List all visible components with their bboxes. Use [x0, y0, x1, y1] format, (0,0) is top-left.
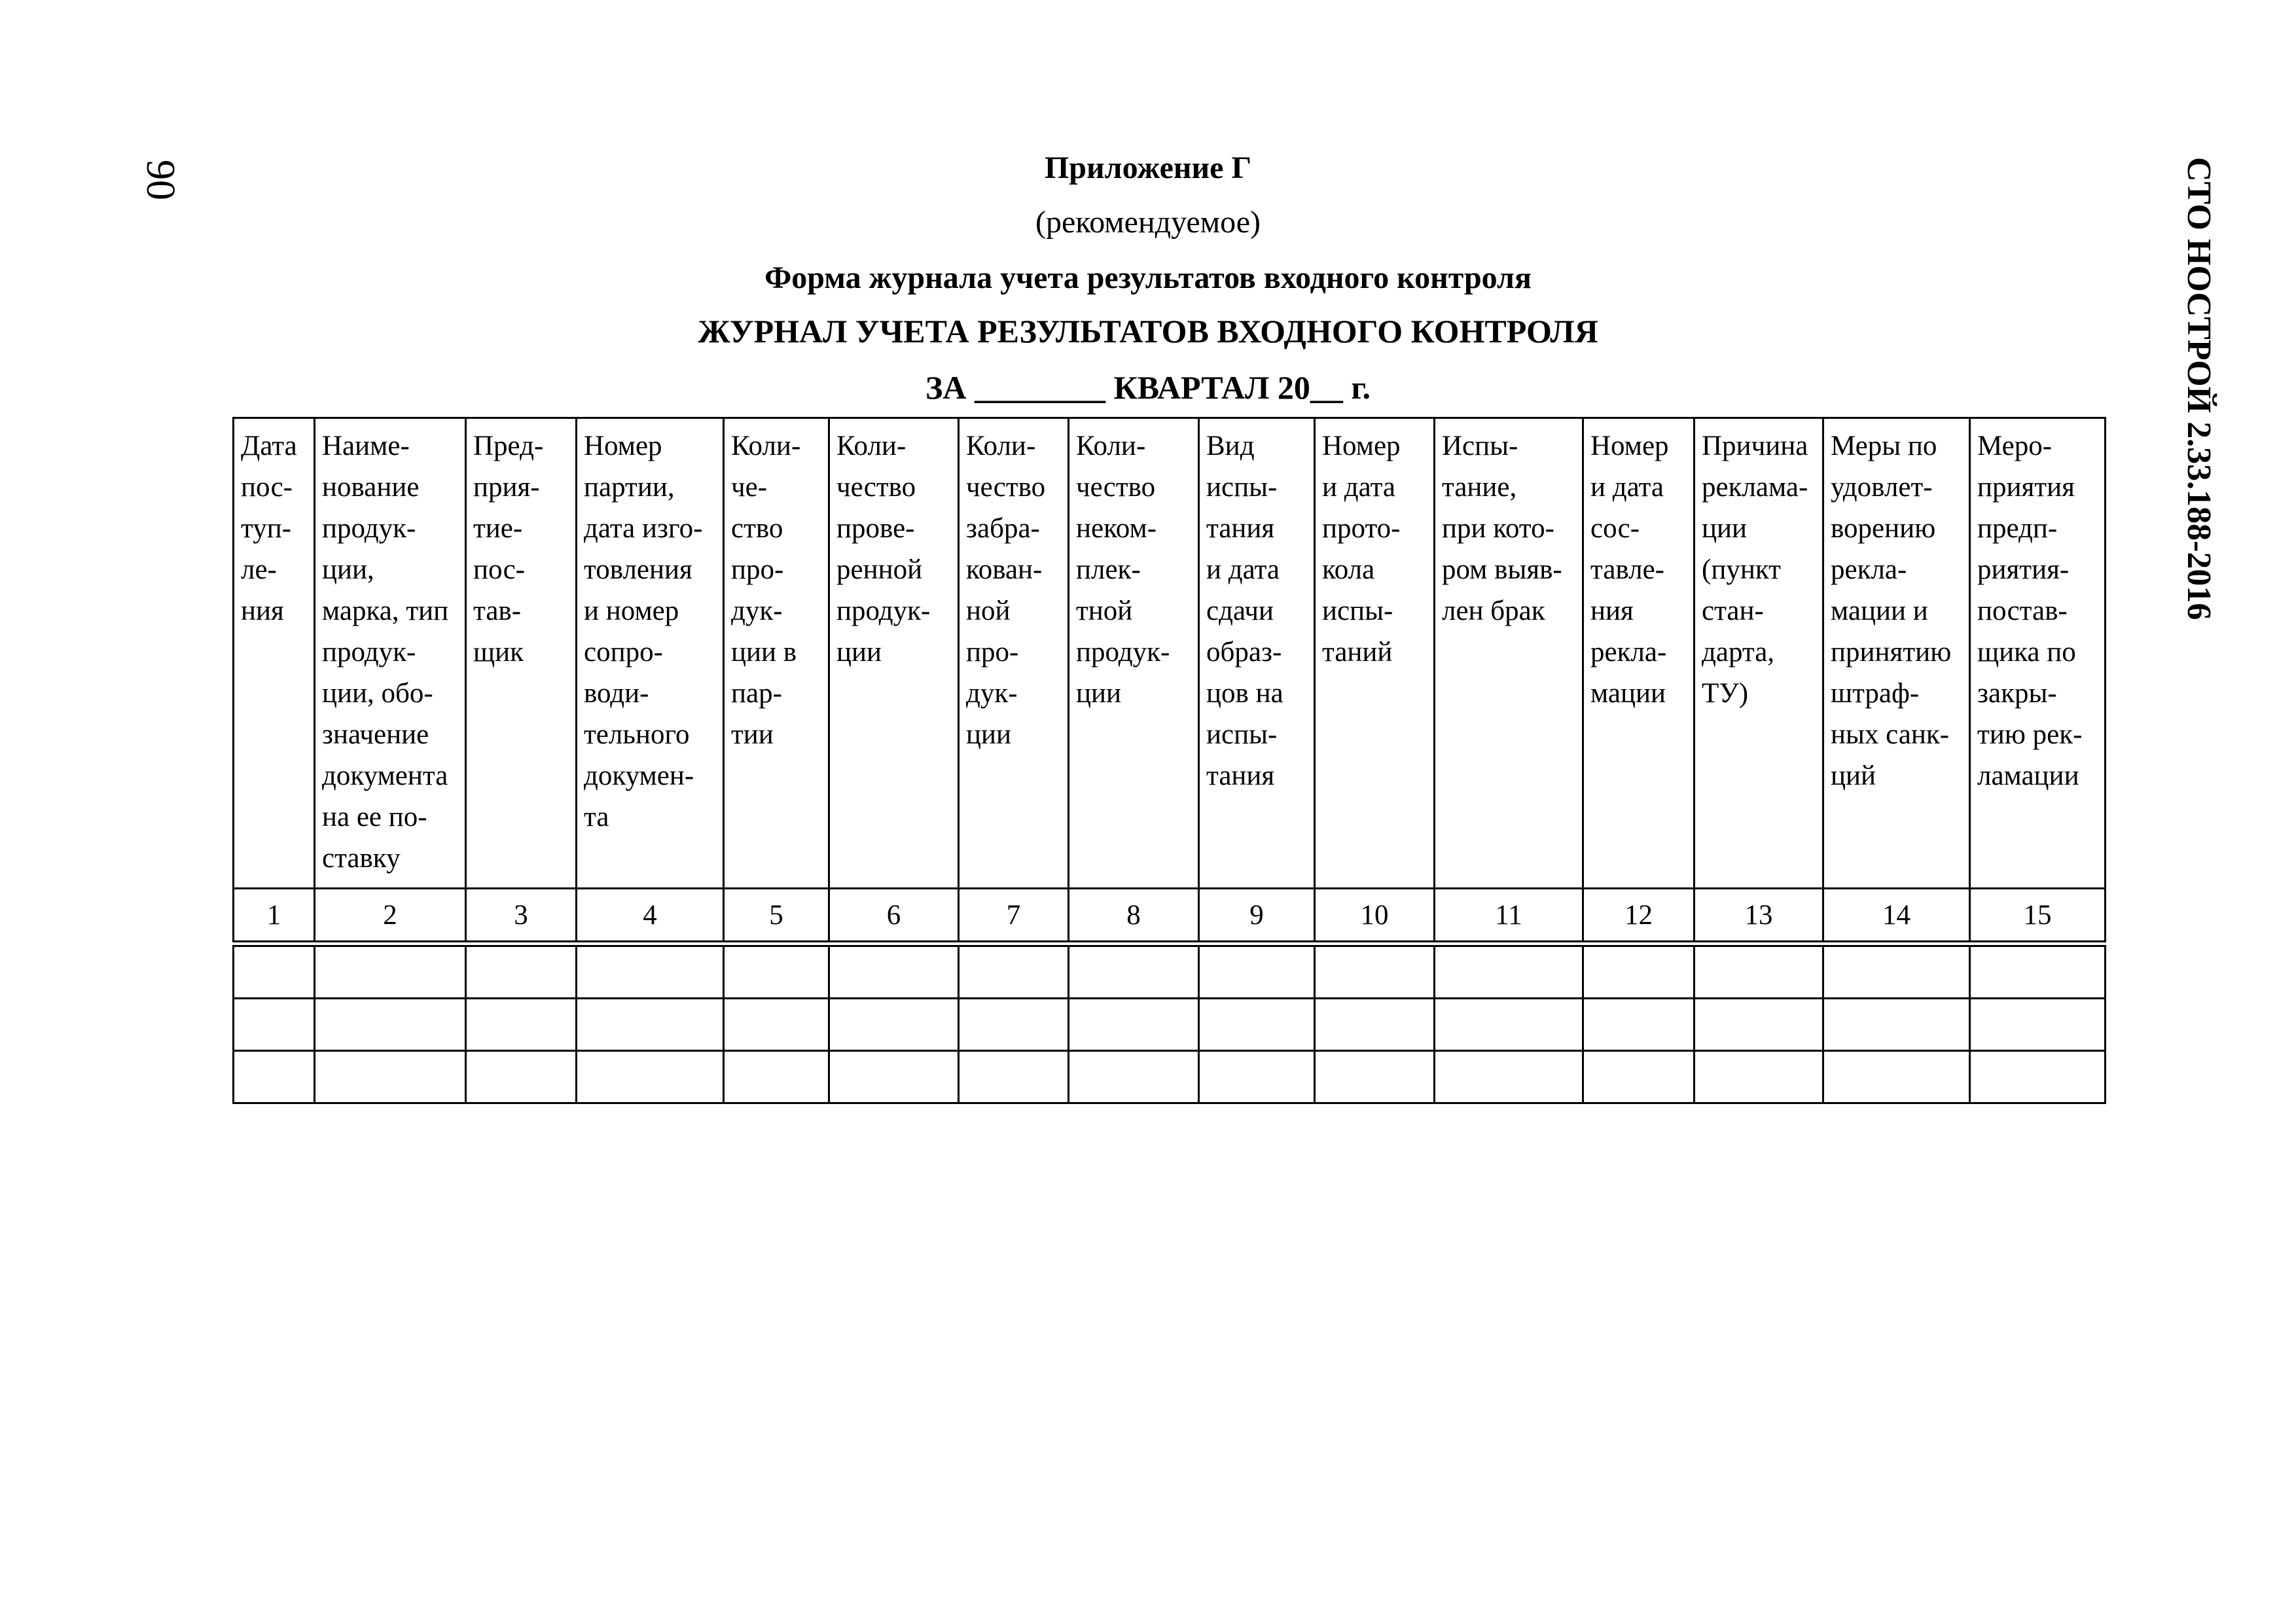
empty-entry-cell: [234, 944, 315, 999]
table-row: [234, 999, 2106, 1051]
empty-entry-cell: [829, 999, 959, 1051]
empty-entry-cell: [829, 944, 959, 999]
header-text: Коли- че- ство про- дук- ции в пар- тии: [731, 431, 801, 750]
header-cell: [959, 418, 1069, 889]
empty-entry-cell: [1069, 999, 1199, 1051]
empty-entry-cell: [1315, 944, 1435, 999]
empty-entry-cell: [234, 1051, 315, 1103]
empty-entry-cell: [1069, 1051, 1199, 1103]
empty-entry-cell: [466, 944, 577, 999]
empty-entry-cell: [1069, 944, 1199, 999]
empty-entry-cell: [315, 1051, 466, 1103]
document-code: СТО НОСТРОЙ 2.33.188-2016: [2180, 157, 2217, 620]
column-number: 10: [1315, 889, 1435, 944]
column-number: 11: [1435, 889, 1583, 944]
header-cell: [1435, 418, 1583, 889]
empty-entry-cell: [1435, 1051, 1583, 1103]
empty-entry-cell: [234, 999, 315, 1051]
table-row: [234, 944, 2106, 999]
empty-entry-cell: [724, 1051, 829, 1103]
header-cell: [829, 418, 959, 889]
header-cell: [466, 418, 577, 889]
empty-entry-cell: [1583, 1051, 1695, 1103]
header-cell: [315, 418, 466, 889]
header-cell: [577, 418, 724, 889]
header-cell: [1583, 418, 1695, 889]
header-cell: [1315, 418, 1435, 889]
empty-entry-cell: [959, 944, 1069, 999]
empty-entry-cell: [1970, 1051, 2106, 1103]
empty-entry-cell: [1823, 999, 1970, 1051]
table-row: [234, 1051, 2106, 1103]
header-text: Пред- прия- тие- пос- тав- щик: [473, 431, 544, 668]
header-text: Коли- чество прове- ренной продук- ции: [836, 431, 931, 668]
header-text: Номер партии, дата изго- товления и номер сопро- води- тельного докумен- та: [584, 431, 703, 832]
empty-entry-cell: [1435, 944, 1583, 999]
empty-entry-cell: [724, 944, 829, 999]
empty-entry-cell: [1823, 1051, 1970, 1103]
column-number: 8: [1069, 889, 1199, 944]
empty-entry-cell: [577, 999, 724, 1051]
column-number: 1: [234, 889, 315, 944]
header-text: Вид испы- тания и дата сдачи образ- цов на испы- тания: [1206, 431, 1283, 791]
column-number: 14: [1823, 889, 1970, 944]
empty-entry-cell: [1823, 944, 1970, 999]
column-number: 6: [829, 889, 959, 944]
header-text: Коли- чество забра- кован- ной про- дук- ции: [966, 431, 1046, 750]
journal-title: ЖУРНАЛ УЧЕТА РЕЗУЛЬТАТОВ ВХОДНОГО КОНТРОЛЯ: [698, 313, 1598, 349]
journal-data-rows: [234, 944, 2106, 1103]
empty-entry-cell: [1199, 944, 1315, 999]
header-cell: [1069, 418, 1199, 889]
column-number: 2: [315, 889, 466, 944]
empty-entry-cell: [1199, 1051, 1315, 1103]
empty-entry-cell: [1315, 999, 1435, 1051]
empty-entry-cell: [1583, 999, 1695, 1051]
column-number: 3: [466, 889, 577, 944]
empty-entry-cell: [1315, 1051, 1435, 1103]
empty-entry-cell: [1435, 999, 1583, 1051]
column-number: 13: [1695, 889, 1823, 944]
empty-entry-cell: [829, 1051, 959, 1103]
header-text: Испы- тание, при кото- ром выяв- лен брак: [1442, 431, 1562, 626]
empty-entry-cell: [1583, 944, 1695, 999]
form-title: Форма журнала учета результатов входного контроля: [764, 260, 1532, 295]
empty-entry-cell: [1695, 999, 1823, 1051]
header-cell: [1823, 418, 1970, 889]
column-number: 4: [577, 889, 724, 944]
header-text: Коли- чество неком- плек- тной продук- ции: [1076, 431, 1170, 709]
empty-entry-cell: [1970, 999, 2106, 1051]
header-cell: [234, 418, 315, 889]
header-text: Номер и дата прото- кола испы- таний: [1322, 431, 1401, 668]
empty-entry-cell: [466, 1051, 577, 1103]
empty-entry-cell: [577, 944, 724, 999]
journal-table: [232, 417, 2106, 1104]
column-number: 7: [959, 889, 1069, 944]
column-number: 5: [724, 889, 829, 944]
header-text: Дата пос- туп- ле- ния: [241, 431, 297, 626]
header-cell: [724, 418, 829, 889]
appendix-status: (рекомендуемое): [1035, 205, 1261, 240]
empty-entry-cell: [577, 1051, 724, 1103]
empty-entry-cell: [1695, 1051, 1823, 1103]
empty-entry-cell: [1199, 999, 1315, 1051]
empty-entry-cell: [315, 944, 466, 999]
empty-entry-cell: [315, 999, 466, 1051]
empty-entry-cell: [1970, 944, 2106, 999]
column-number: 9: [1199, 889, 1315, 944]
header-text: Наиме- нование продук- ции, марка, тип продук- ции, обо- значение документа на ее по- ставку: [322, 431, 449, 874]
appendix-title: Приложение Г: [1044, 151, 1252, 185]
header-text: Меры по удовлет- ворению рекла- мации и принятию штраф- ных санк- ций: [1831, 431, 1952, 791]
header-text: Меро- приятия предп- риятия- постав- щика по закры- тию рек- ламации: [1977, 431, 2083, 791]
page-number: 90: [138, 160, 183, 200]
header-text: Номер и дата сос- тавле- ния рекла- мации: [1590, 431, 1669, 709]
column-number: 15: [1970, 889, 2106, 944]
column-number: 12: [1583, 889, 1695, 944]
header-cell: [1199, 418, 1315, 889]
header-row: [234, 418, 2106, 889]
empty-entry-cell: [959, 1051, 1069, 1103]
header-text: Причина реклама- ции (пункт стан- дарта, ТУ): [1702, 431, 1808, 709]
quarter-line: ЗА ________ КВАРТАЛ 20__ г.: [925, 369, 1371, 406]
empty-entry-cell: [724, 999, 829, 1051]
empty-entry-cell: [466, 999, 577, 1051]
header-cell: [1695, 418, 1823, 889]
empty-entry-cell: [1695, 944, 1823, 999]
header-cell: [1970, 418, 2106, 889]
empty-entry-cell: [959, 999, 1069, 1051]
column-number-row: [234, 889, 2106, 944]
